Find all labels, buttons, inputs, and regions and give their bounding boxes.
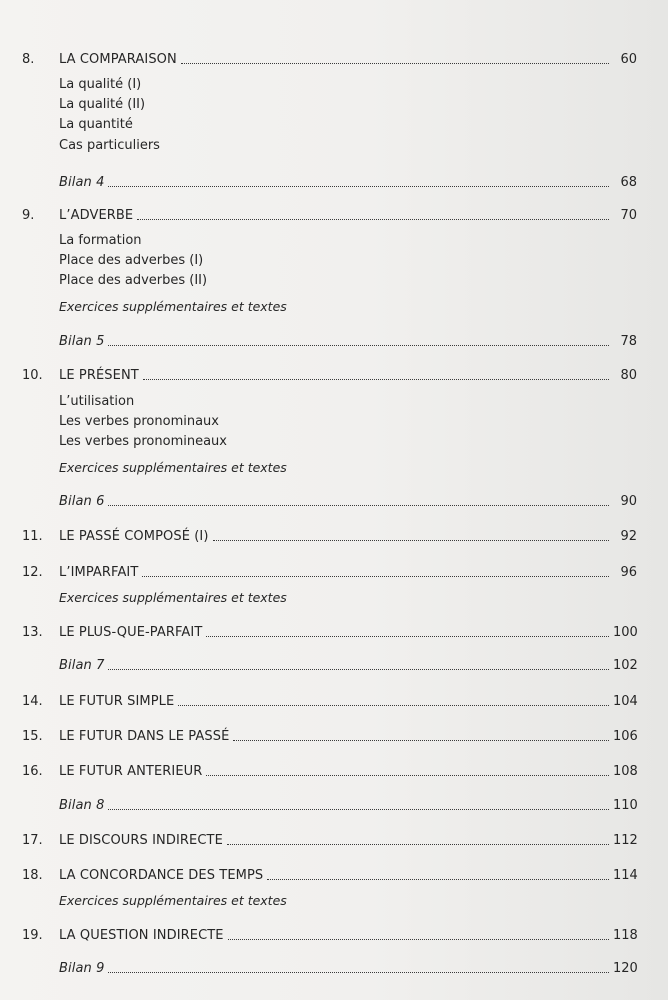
toc-entry-bilan-7[interactable] <box>59 658 637 674</box>
toc-entry-chapter-10[interactable] <box>22 368 637 384</box>
bilan-title: Bilan 6 <box>59 494 105 509</box>
chapter-title: L’ADVERBE <box>59 208 134 223</box>
page-number: 70 <box>620 208 637 223</box>
chapter-title: LA COMPARAISON <box>59 52 177 67</box>
subsection-item: L’utilisation <box>59 394 135 409</box>
chapter-title: LA CONCORDANCE DES TEMPS <box>59 868 264 883</box>
toc-entry-chapter-15[interactable] <box>22 729 637 745</box>
page-number: 80 <box>620 368 637 383</box>
dot-leader <box>227 843 609 845</box>
page-number: 68 <box>620 175 637 190</box>
page-number: 92 <box>620 529 637 544</box>
page-number: 112 <box>613 833 638 848</box>
page-number: 120 <box>613 961 638 976</box>
exercices-item: Exercices supplémentaires et textes <box>59 299 287 314</box>
toc-entry-bilan-5[interactable] <box>59 334 637 350</box>
dot-leader <box>108 504 609 506</box>
toc-entry-bilan-9[interactable] <box>59 961 637 977</box>
chapter-number: 16. <box>22 764 43 779</box>
toc-entry-chapter-13[interactable] <box>22 625 637 641</box>
chapter-number: 8. <box>22 52 35 67</box>
dot-leader <box>233 739 609 741</box>
bilan-title: Bilan 7 <box>59 658 105 673</box>
bilan-title: Bilan 5 <box>59 334 105 349</box>
exercices-item: Exercices supplémentaires et textes <box>59 590 287 605</box>
dot-leader <box>108 185 609 187</box>
exercices-item: Exercices supplémentaires et textes <box>59 460 287 475</box>
dot-leader <box>228 938 609 940</box>
bilan-title: Bilan 4 <box>59 175 105 190</box>
dot-leader <box>108 344 609 346</box>
toc-entry-chapter-17[interactable] <box>22 833 637 849</box>
chapter-number: 17. <box>22 833 43 848</box>
dot-leader <box>108 808 609 810</box>
page-number: 96 <box>620 565 637 580</box>
dot-leader <box>178 704 609 706</box>
toc-entry-chapter-14[interactable] <box>22 694 637 710</box>
bilan-title: Bilan 8 <box>59 798 105 813</box>
toc-entry-chapter-9[interactable] <box>22 208 637 224</box>
page-number: 60 <box>620 52 637 67</box>
page-number: 106 <box>613 729 638 744</box>
toc-entry-chapter-8[interactable] <box>22 52 637 68</box>
dot-leader <box>108 668 609 670</box>
chapter-number: 15. <box>22 729 43 744</box>
chapter-number: 19. <box>22 928 43 943</box>
chapter-number: 11. <box>22 529 43 544</box>
dot-leader <box>143 378 609 380</box>
toc-entry-chapter-11[interactable] <box>22 529 637 545</box>
exercices-item: Exercices supplémentaires et textes <box>59 893 287 908</box>
chapter-number: 13. <box>22 625 43 640</box>
dot-leader <box>206 774 609 776</box>
page-number: 108 <box>613 764 638 779</box>
page-number: 114 <box>613 868 638 883</box>
chapter-title: LE FUTUR DANS LE PASSÉ <box>59 729 230 744</box>
subsection-item: La formation <box>59 233 142 248</box>
subsection-item: La quantité <box>59 117 133 132</box>
dot-leader <box>108 971 609 973</box>
toc-entry-bilan-6[interactable] <box>59 494 637 510</box>
chapter-title: LE PLUS-QUE-PARFAIT <box>59 625 203 640</box>
chapter-number: 14. <box>22 694 43 709</box>
chapter-title: LE PASSÉ COMPOSÉ (I) <box>59 529 209 544</box>
chapter-number: 18. <box>22 868 43 883</box>
dot-leader <box>181 62 609 64</box>
dot-leader <box>142 575 609 577</box>
subsection-item: Place des adverbes (I) <box>59 253 204 268</box>
bilan-title: Bilan 9 <box>59 961 105 976</box>
chapter-number: 10. <box>22 368 43 383</box>
toc-entry-chapter-12[interactable] <box>22 565 637 581</box>
page-number: 118 <box>613 928 638 943</box>
page-number: 90 <box>620 494 637 509</box>
toc-entry-chapter-19[interactable] <box>22 928 637 944</box>
page-number: 100 <box>613 625 638 640</box>
chapter-title: LE FUTUR ANTERIEUR <box>59 764 203 779</box>
toc-entry-chapter-16[interactable] <box>22 764 637 780</box>
chapter-title: LE PRÉSENT <box>59 368 139 383</box>
dot-leader <box>267 878 609 880</box>
dot-leader <box>213 539 609 541</box>
chapter-title: L’IMPARFAIT <box>59 565 139 580</box>
page-number: 78 <box>620 334 637 349</box>
toc-entry-chapter-18[interactable] <box>22 868 637 884</box>
toc-entry-bilan-4[interactable] <box>59 175 637 191</box>
subsection-item: Place des adverbes (II) <box>59 273 208 288</box>
chapter-title: LA QUESTION INDIRECTE <box>59 928 224 943</box>
subsection-item: Les verbes pronomineaux <box>59 434 227 449</box>
page-number: 102 <box>613 658 638 673</box>
chapter-number: 9. <box>22 208 35 223</box>
page-number: 104 <box>613 694 638 709</box>
subsection-item: La qualité (II) <box>59 97 146 112</box>
dot-leader <box>137 218 609 220</box>
chapter-number: 12. <box>22 565 43 580</box>
subsection-item: La qualité (I) <box>59 77 142 92</box>
subsection-item: Cas particuliers <box>59 138 160 153</box>
toc-entry-bilan-8[interactable] <box>59 798 637 814</box>
subsection-item: Les verbes pronominaux <box>59 414 219 429</box>
chapter-title: LE FUTUR SIMPLE <box>59 694 175 709</box>
dot-leader <box>206 635 609 637</box>
page-number: 110 <box>613 798 638 813</box>
chapter-title: LE DISCOURS INDIRECTE <box>59 833 223 848</box>
